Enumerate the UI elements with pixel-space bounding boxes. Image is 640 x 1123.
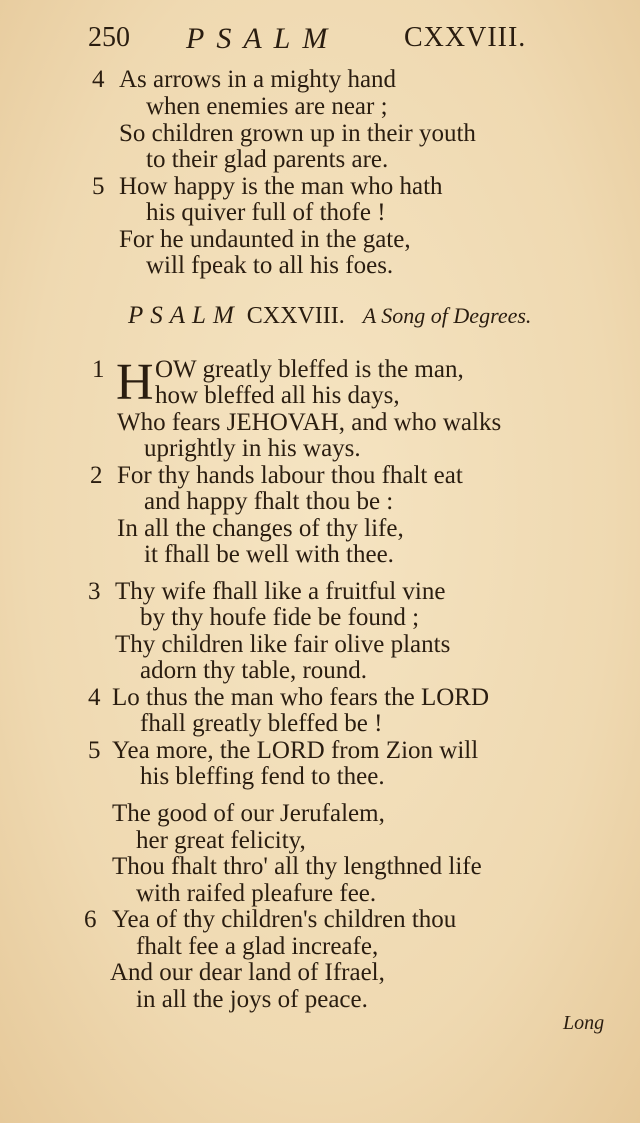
verse-number: 5 [92, 173, 105, 200]
psalm-title [128, 302, 598, 332]
verse-line: So children grown up in their youth [119, 120, 476, 147]
verse-line: OW greatly bleffed is the man, [155, 356, 464, 383]
header-psalm-word: PSALM [186, 22, 340, 55]
verse-number: 2 [90, 462, 103, 489]
verse-line: his bleffing fend to thee. [140, 763, 385, 790]
verse-number: 6 [84, 906, 97, 933]
psalm-title-number: CXXVIII. [246, 303, 345, 329]
header-psalm-number: CXXVIII. [404, 22, 527, 53]
page-number: 250 [88, 22, 130, 53]
verse-line: For thy hands labour thou fhalt eat [117, 462, 463, 489]
verse-line: with raifed pleafure fee. [136, 880, 377, 907]
verse-line: Thy children like fair olive plants [115, 631, 451, 658]
verse-line: it fhall be well with thee. [144, 541, 394, 568]
verse-line: The good of our Jerufalem, [112, 800, 385, 827]
verse-line: by thy houfe fide be found ; [140, 604, 420, 631]
verse-number: 1 [92, 356, 105, 383]
verse-line: to their glad parents are. [146, 146, 389, 173]
verse-line: For he undaunted in the gate, [119, 226, 411, 253]
verse-line: fhalt fee a glad increafe, [136, 933, 379, 960]
verse-line: In all the changes of thy life, [117, 515, 404, 542]
verse-line: his quiver full of thofe ! [146, 199, 386, 226]
verse-line: And our dear land of Ifrael, [110, 959, 385, 986]
psalm-subtitle: A Song of Degrees. [362, 303, 532, 328]
verse-line: how bleffed all his days, [155, 382, 400, 409]
verse-line: and happy fhalt thou be : [144, 488, 394, 515]
verse-line: Thou fhalt thro' all thy lengthned life [112, 853, 482, 880]
verse-line: Yea more, the LORD from Zion will [112, 737, 479, 764]
verse-line: Yea of thy children's children thou [112, 906, 457, 933]
verse-line: her great felicity, [136, 827, 306, 854]
verse-line: Thy wife fhall like a fruitful vine [115, 578, 446, 605]
verse-line: Who fears JEHOVAH, and who walks [117, 409, 502, 436]
verse-line: uprightly in his ways. [144, 435, 361, 462]
verse-line: As arrows in a mighty hand [119, 66, 397, 93]
psalm-title-word: PSALM [128, 302, 241, 329]
running-header [88, 22, 538, 58]
verse-line: fhall greatly bleffed be ! [140, 710, 383, 737]
verse-number: 5 [88, 737, 101, 764]
verse-line: when enemies are near ; [146, 93, 388, 120]
verse-line: Lo thus the man who fears the LORD [112, 684, 490, 711]
drop-cap: H [116, 354, 154, 411]
verse-number: 3 [88, 578, 101, 605]
verse-number: 4 [92, 66, 105, 93]
verse-line: How happy is the man who hath [119, 173, 443, 200]
verse-line: will fpeak to all his foes. [146, 252, 394, 279]
verse-line: in all the joys of peace. [136, 986, 368, 1013]
catchword: Long [563, 1012, 605, 1034]
verse-number: 4 [88, 684, 101, 711]
verse-line: adorn thy table, round. [140, 657, 368, 684]
